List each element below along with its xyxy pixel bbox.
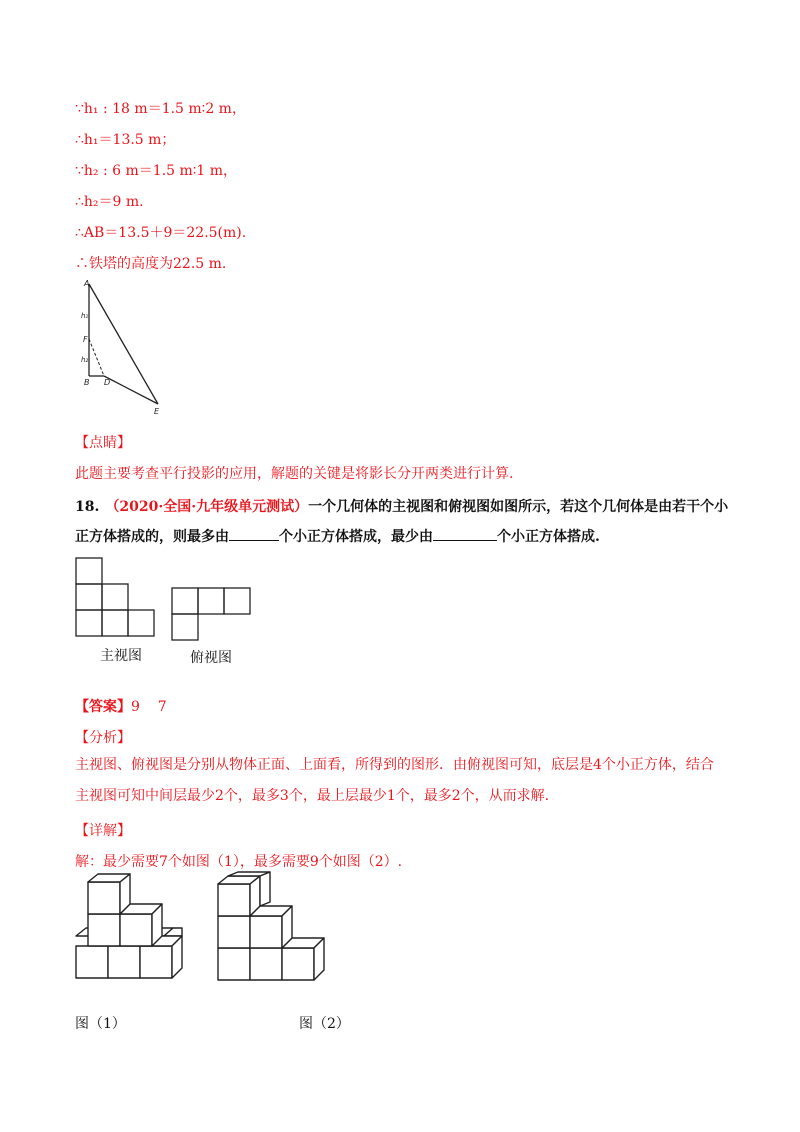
answer-heading: 【答案】 <box>75 699 131 715</box>
cube-figure-2 <box>216 870 332 988</box>
answer-blank-min <box>433 539 497 541</box>
solution-line-3: ∵h₂ : 6 m＝1.5 m∶1 m， <box>75 163 238 179</box>
front-view-caption: 主视图 <box>100 648 142 664</box>
question-text-2: 个小正方体搭成，最少由 <box>279 529 433 545</box>
tower-figure <box>74 278 174 420</box>
analysis-text: 主视图、俯视图是分别从物体正面、上面看，所得到的图形．由俯视图可知，底层是4个小正方体，结合主视图可知中间层最少2个，最多3个，最上层最少1个，最多2个，从而求解. <box>75 757 714 804</box>
label-B: B <box>84 378 90 387</box>
label-h2: h₂ <box>81 356 89 364</box>
top-view-figure <box>170 586 254 642</box>
question-number: 18. <box>75 499 100 515</box>
solution-line-5: ∴AB＝13.5＋9＝22.5(m). <box>75 225 247 241</box>
analysis-heading: 【分析】 <box>75 730 131 746</box>
solution-line-2: ∴h₁＝13.5 m； <box>75 132 176 148</box>
answer-line <box>75 696 167 716</box>
question-18 <box>75 492 730 552</box>
detail-heading: 【详解】 <box>75 823 131 839</box>
figure-2-caption: 图（2） <box>299 1016 350 1032</box>
label-F: F <box>83 335 88 344</box>
dianjing-text: 此题主要考查平行投影的应用，解题的关键是将影长分开两类进行计算. <box>75 466 514 482</box>
question-text-1: 一个几何体的主视图和俯视图如图所示，若这个几何体是由若干个小正方体搭成的，则最多由 <box>75 499 729 545</box>
solution-line-6: ∴铁塔的高度为22.5 m. <box>75 256 227 272</box>
question-source: （2020·全国·九年级单元测试） <box>105 499 309 515</box>
answer-value: 9 7 <box>131 699 167 715</box>
figure-1-caption: 图（1） <box>75 1016 126 1032</box>
answer-blank-max <box>229 539 279 541</box>
label-A: A <box>84 279 90 288</box>
cube-figure-1 <box>74 872 186 986</box>
label-h1: h₁ <box>81 312 89 320</box>
top-view-caption: 俯视图 <box>190 650 232 666</box>
label-E: E <box>154 407 160 416</box>
dianjing-heading: 【点睛】 <box>75 435 131 451</box>
solution-line-1: ∵h₁ : 18 m＝1.5 m∶2 m， <box>75 101 246 117</box>
label-D: D <box>104 378 111 387</box>
front-view-figure <box>74 556 164 640</box>
solution-line-4: ∴h₂＝9 m. <box>75 194 144 210</box>
detail-text: 解：最少需要7个如图（1），最多需要9个如图（2）. <box>75 854 403 870</box>
question-text-3: 个小正方体搭成. <box>497 529 600 545</box>
